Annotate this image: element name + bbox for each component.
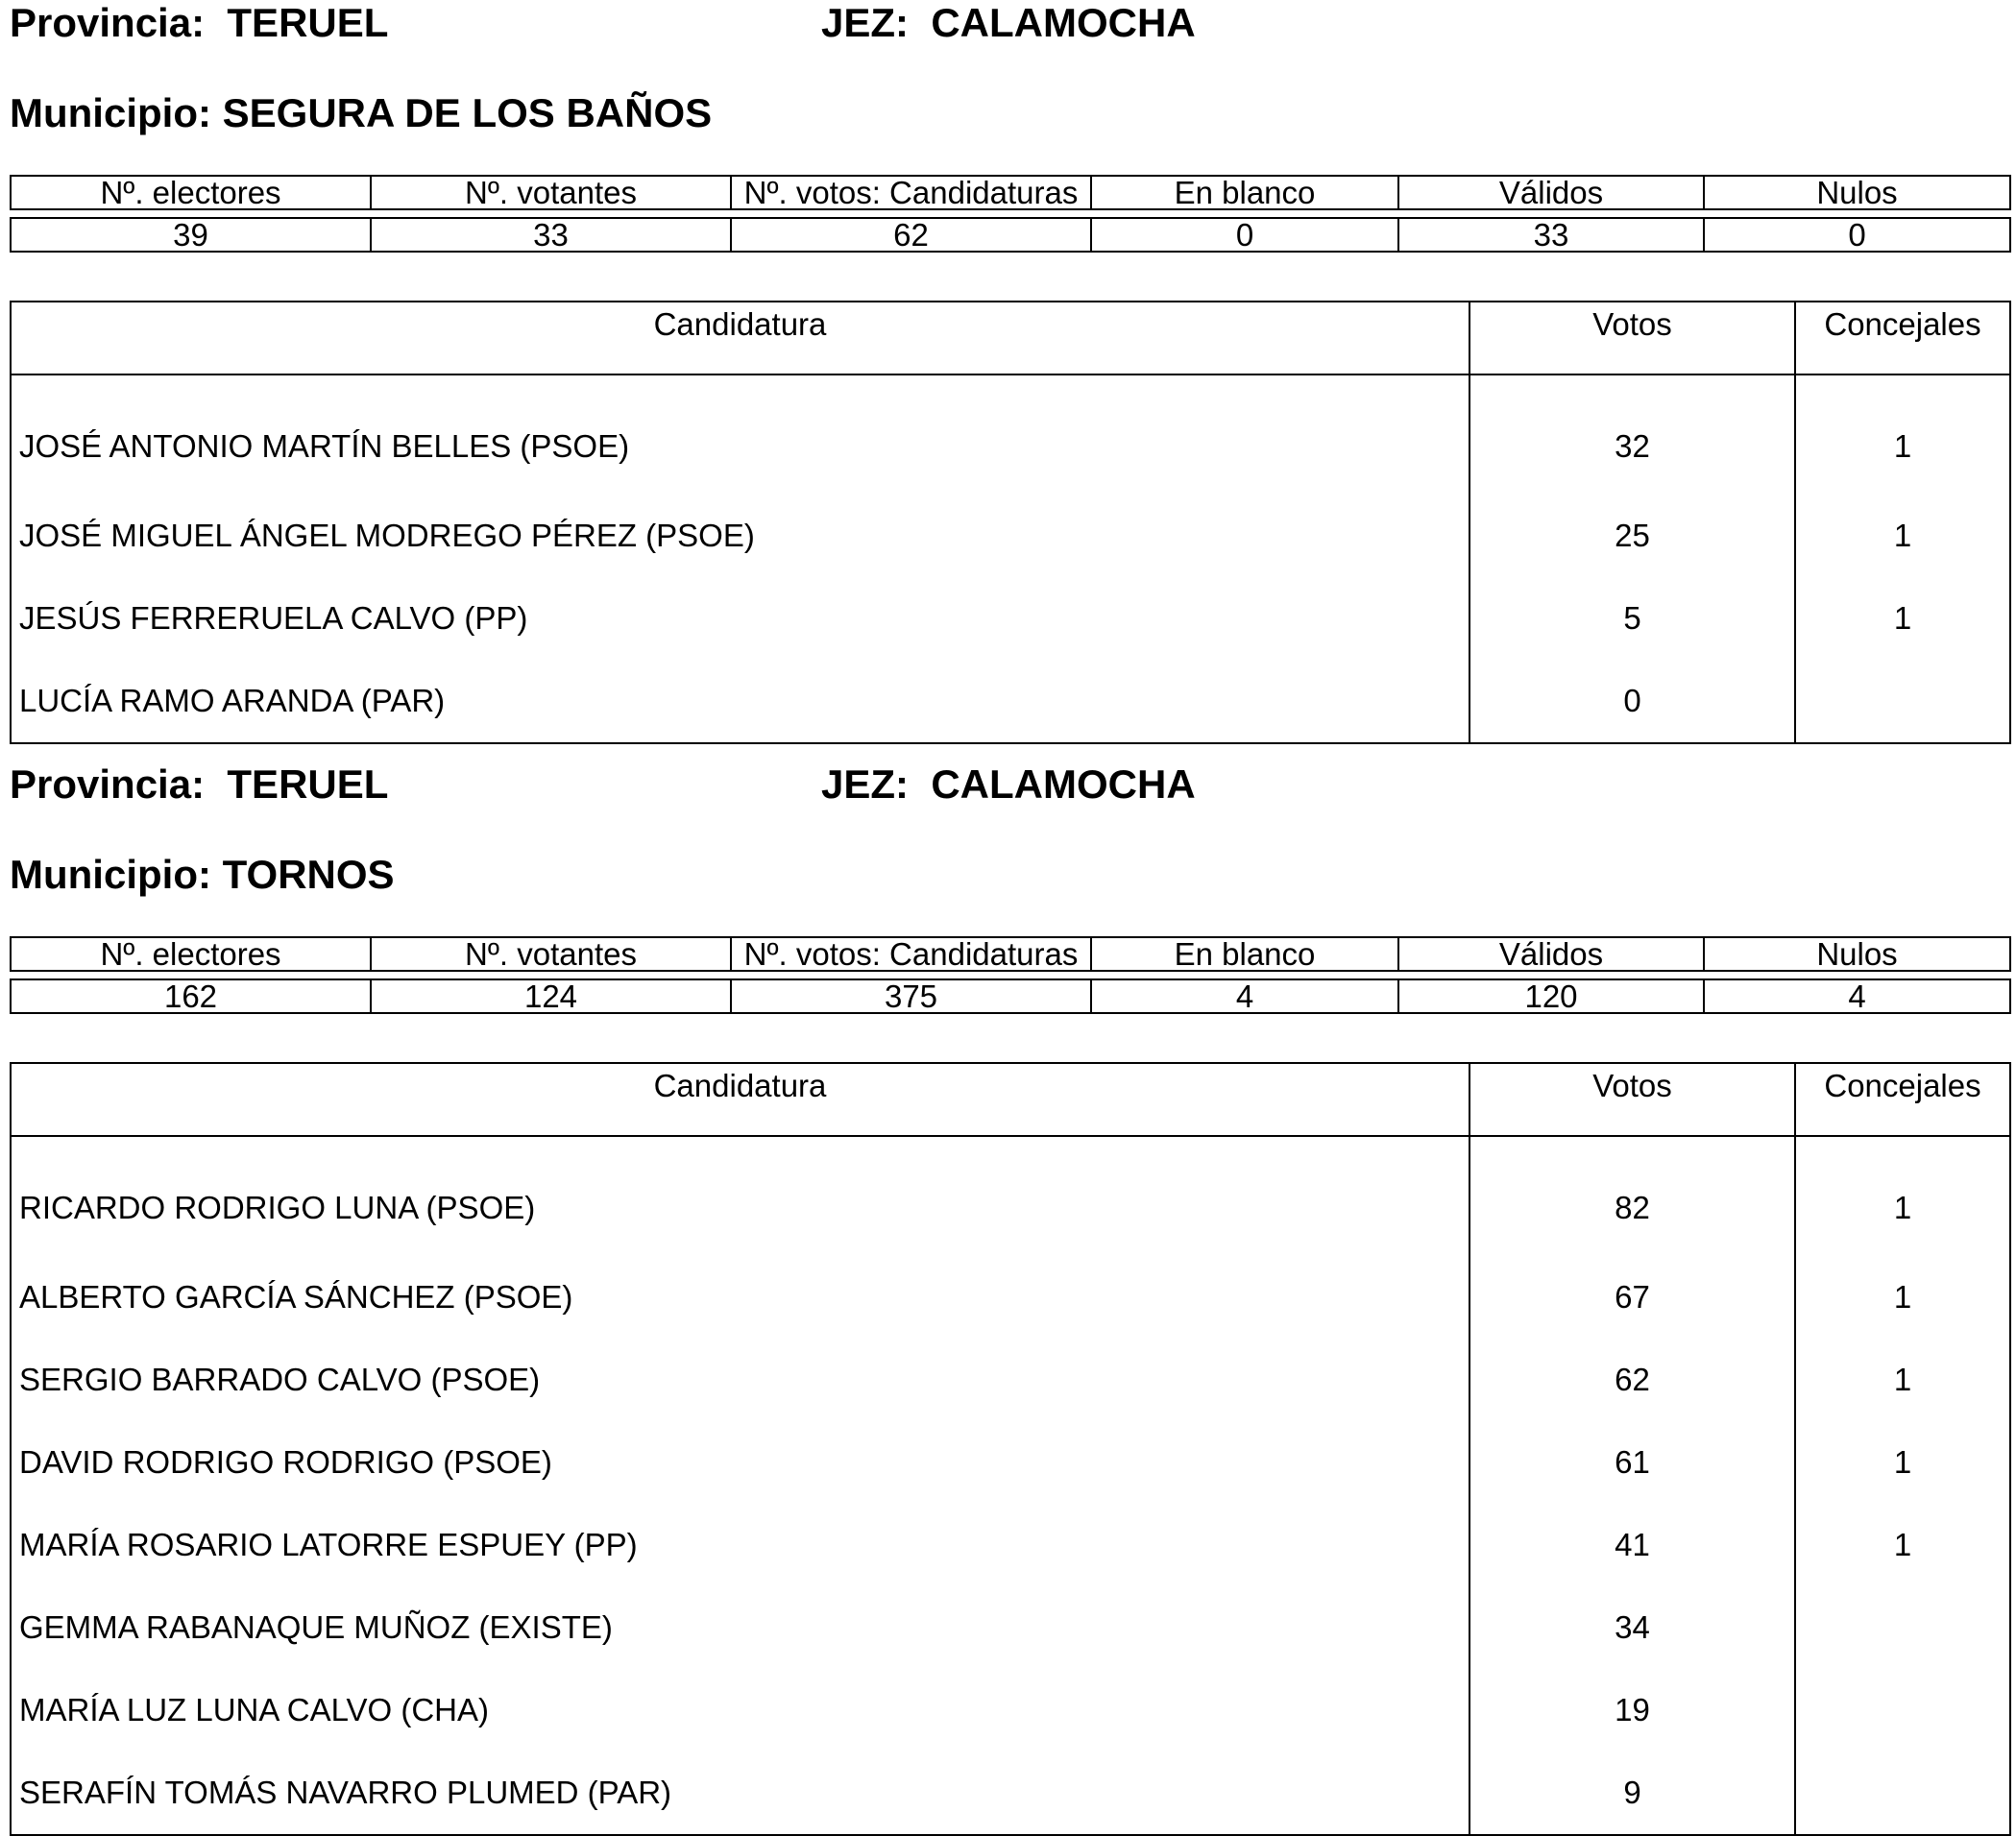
votos-cell: 25 [1469, 495, 1795, 577]
summary-header: Válidos [1398, 937, 1704, 971]
concejales-cell: 1 [1795, 577, 2010, 660]
votos-header: Votos [1469, 1063, 1795, 1136]
municipio-label: Municipio: TORNOS [10, 852, 395, 897]
concejales-cell: 1 [1795, 495, 2010, 577]
summary-header: Nº. electores [11, 176, 371, 209]
candidatura-header: Candidatura [11, 1063, 1469, 1136]
results-table [10, 1062, 2011, 1836]
table-row [11, 1504, 2010, 1586]
table-row [11, 1421, 2010, 1504]
votos-cell: 61 [1469, 1421, 1795, 1504]
summary-table [10, 936, 2011, 972]
candidatura-cell: JESÚS FERRERUELA CALVO (PP) [11, 577, 1469, 660]
summary-value: 4 [1091, 979, 1398, 1013]
candidatura-cell: SERAFÍN TOMÁS NAVARRO PLUMED (PAR) [11, 1751, 1469, 1835]
summary-header: Nº. electores [11, 937, 371, 971]
summary-value-row [11, 979, 2010, 1013]
summary-header: Nº. votantes [371, 937, 731, 971]
concejales-header: Concejales [1795, 1063, 2010, 1136]
candidatura-cell: MARÍA ROSARIO LATORRE ESPUEY (PP) [11, 1504, 1469, 1586]
concejales-header: Concejales [1795, 302, 2010, 374]
table-row [11, 1136, 2010, 1256]
provincia-label: Provincia: TERUEL [10, 761, 389, 807]
concejales-cell [1795, 1586, 2010, 1669]
concejales-cell: 1 [1795, 1339, 2010, 1421]
candidatura-cell: GEMMA RABANAQUE MUÑOZ (EXISTE) [11, 1586, 1469, 1669]
results-header-row [11, 1063, 2010, 1136]
concejales-cell: 1 [1795, 1421, 2010, 1504]
concejales-cell [1795, 1751, 2010, 1835]
concejales-cell [1795, 660, 2010, 743]
table-row [11, 1669, 2010, 1751]
summary-header-row [11, 937, 2010, 971]
votos-cell: 62 [1469, 1339, 1795, 1421]
votos-cell: 67 [1469, 1256, 1795, 1339]
table-row [11, 577, 2010, 660]
jez-label: JEZ: CALAMOCHA [821, 761, 1196, 807]
summary-header: Nº. votos: Candidaturas [731, 937, 1091, 971]
candidatura-cell: LUCÍA RAMO ARANDA (PAR) [11, 660, 1469, 743]
summary-value: 62 [731, 218, 1091, 252]
summary-header: En blanco [1091, 176, 1398, 209]
concejales-cell: 1 [1795, 1136, 2010, 1256]
votos-cell: 9 [1469, 1751, 1795, 1835]
summary-value-row [11, 218, 2010, 252]
concejales-cell: 1 [1795, 1504, 2010, 1586]
table-row [11, 1751, 2010, 1835]
summary-value: 162 [11, 979, 371, 1013]
votos-cell: 41 [1469, 1504, 1795, 1586]
candidatura-cell: SERGIO BARRADO CALVO (PSOE) [11, 1339, 1469, 1421]
concejales-cell: 1 [1795, 1256, 2010, 1339]
summary-value: 33 [371, 218, 731, 252]
summary-values-table [10, 978, 2011, 1014]
table-row [11, 660, 2010, 743]
candidatura-cell: RICARDO RODRIGO LUNA (PSOE) [11, 1136, 1469, 1256]
jez-label: JEZ: CALAMOCHA [821, 0, 1196, 45]
candidatura-cell: MARÍA LUZ LUNA CALVO (CHA) [11, 1669, 1469, 1751]
table-row [11, 374, 2010, 495]
table-row [11, 1586, 2010, 1669]
table-row [11, 1256, 2010, 1339]
table-row [11, 1339, 2010, 1421]
votos-cell: 82 [1469, 1136, 1795, 1256]
summary-header: Nulos [1704, 176, 2010, 209]
candidatura-header: Candidatura [11, 302, 1469, 374]
summary-value: 4 [1704, 979, 2010, 1013]
summary-table [10, 175, 2011, 210]
summary-header: En blanco [1091, 937, 1398, 971]
summary-value: 124 [371, 979, 731, 1013]
results-header-row [11, 302, 2010, 374]
votos-cell: 32 [1469, 374, 1795, 495]
summary-value: 39 [11, 218, 371, 252]
candidatura-cell: DAVID RODRIGO RODRIGO (PSOE) [11, 1421, 1469, 1504]
votos-header: Votos [1469, 302, 1795, 374]
candidatura-cell: JOSÉ ANTONIO MARTÍN BELLES (PSOE) [11, 374, 1469, 495]
candidatura-cell: JOSÉ MIGUEL ÁNGEL MODREGO PÉREZ (PSOE) [11, 495, 1469, 577]
candidatura-cell: ALBERTO GARCÍA SÁNCHEZ (PSOE) [11, 1256, 1469, 1339]
provincia-label: Provincia: TERUEL [10, 0, 389, 45]
summary-value: 0 [1091, 218, 1398, 252]
summary-value: 33 [1398, 218, 1704, 252]
summary-value: 0 [1704, 218, 2010, 252]
table-row [11, 495, 2010, 577]
municipio-label: Municipio: SEGURA DE LOS BAÑOS [10, 90, 713, 135]
summary-value: 120 [1398, 979, 1704, 1013]
summary-header: Nº. votantes [371, 176, 731, 209]
votos-cell: 0 [1469, 660, 1795, 743]
votos-cell: 5 [1469, 577, 1795, 660]
summary-header: Nº. votos: Candidaturas [731, 176, 1091, 209]
summary-values-table [10, 217, 2011, 253]
summary-header-row [11, 176, 2010, 209]
votos-cell: 34 [1469, 1586, 1795, 1669]
results-table [10, 301, 2011, 744]
concejales-cell: 1 [1795, 374, 2010, 495]
summary-header: Válidos [1398, 176, 1704, 209]
concejales-cell [1795, 1669, 2010, 1751]
summary-header: Nulos [1704, 937, 2010, 971]
summary-value: 375 [731, 979, 1091, 1013]
votos-cell: 19 [1469, 1669, 1795, 1751]
